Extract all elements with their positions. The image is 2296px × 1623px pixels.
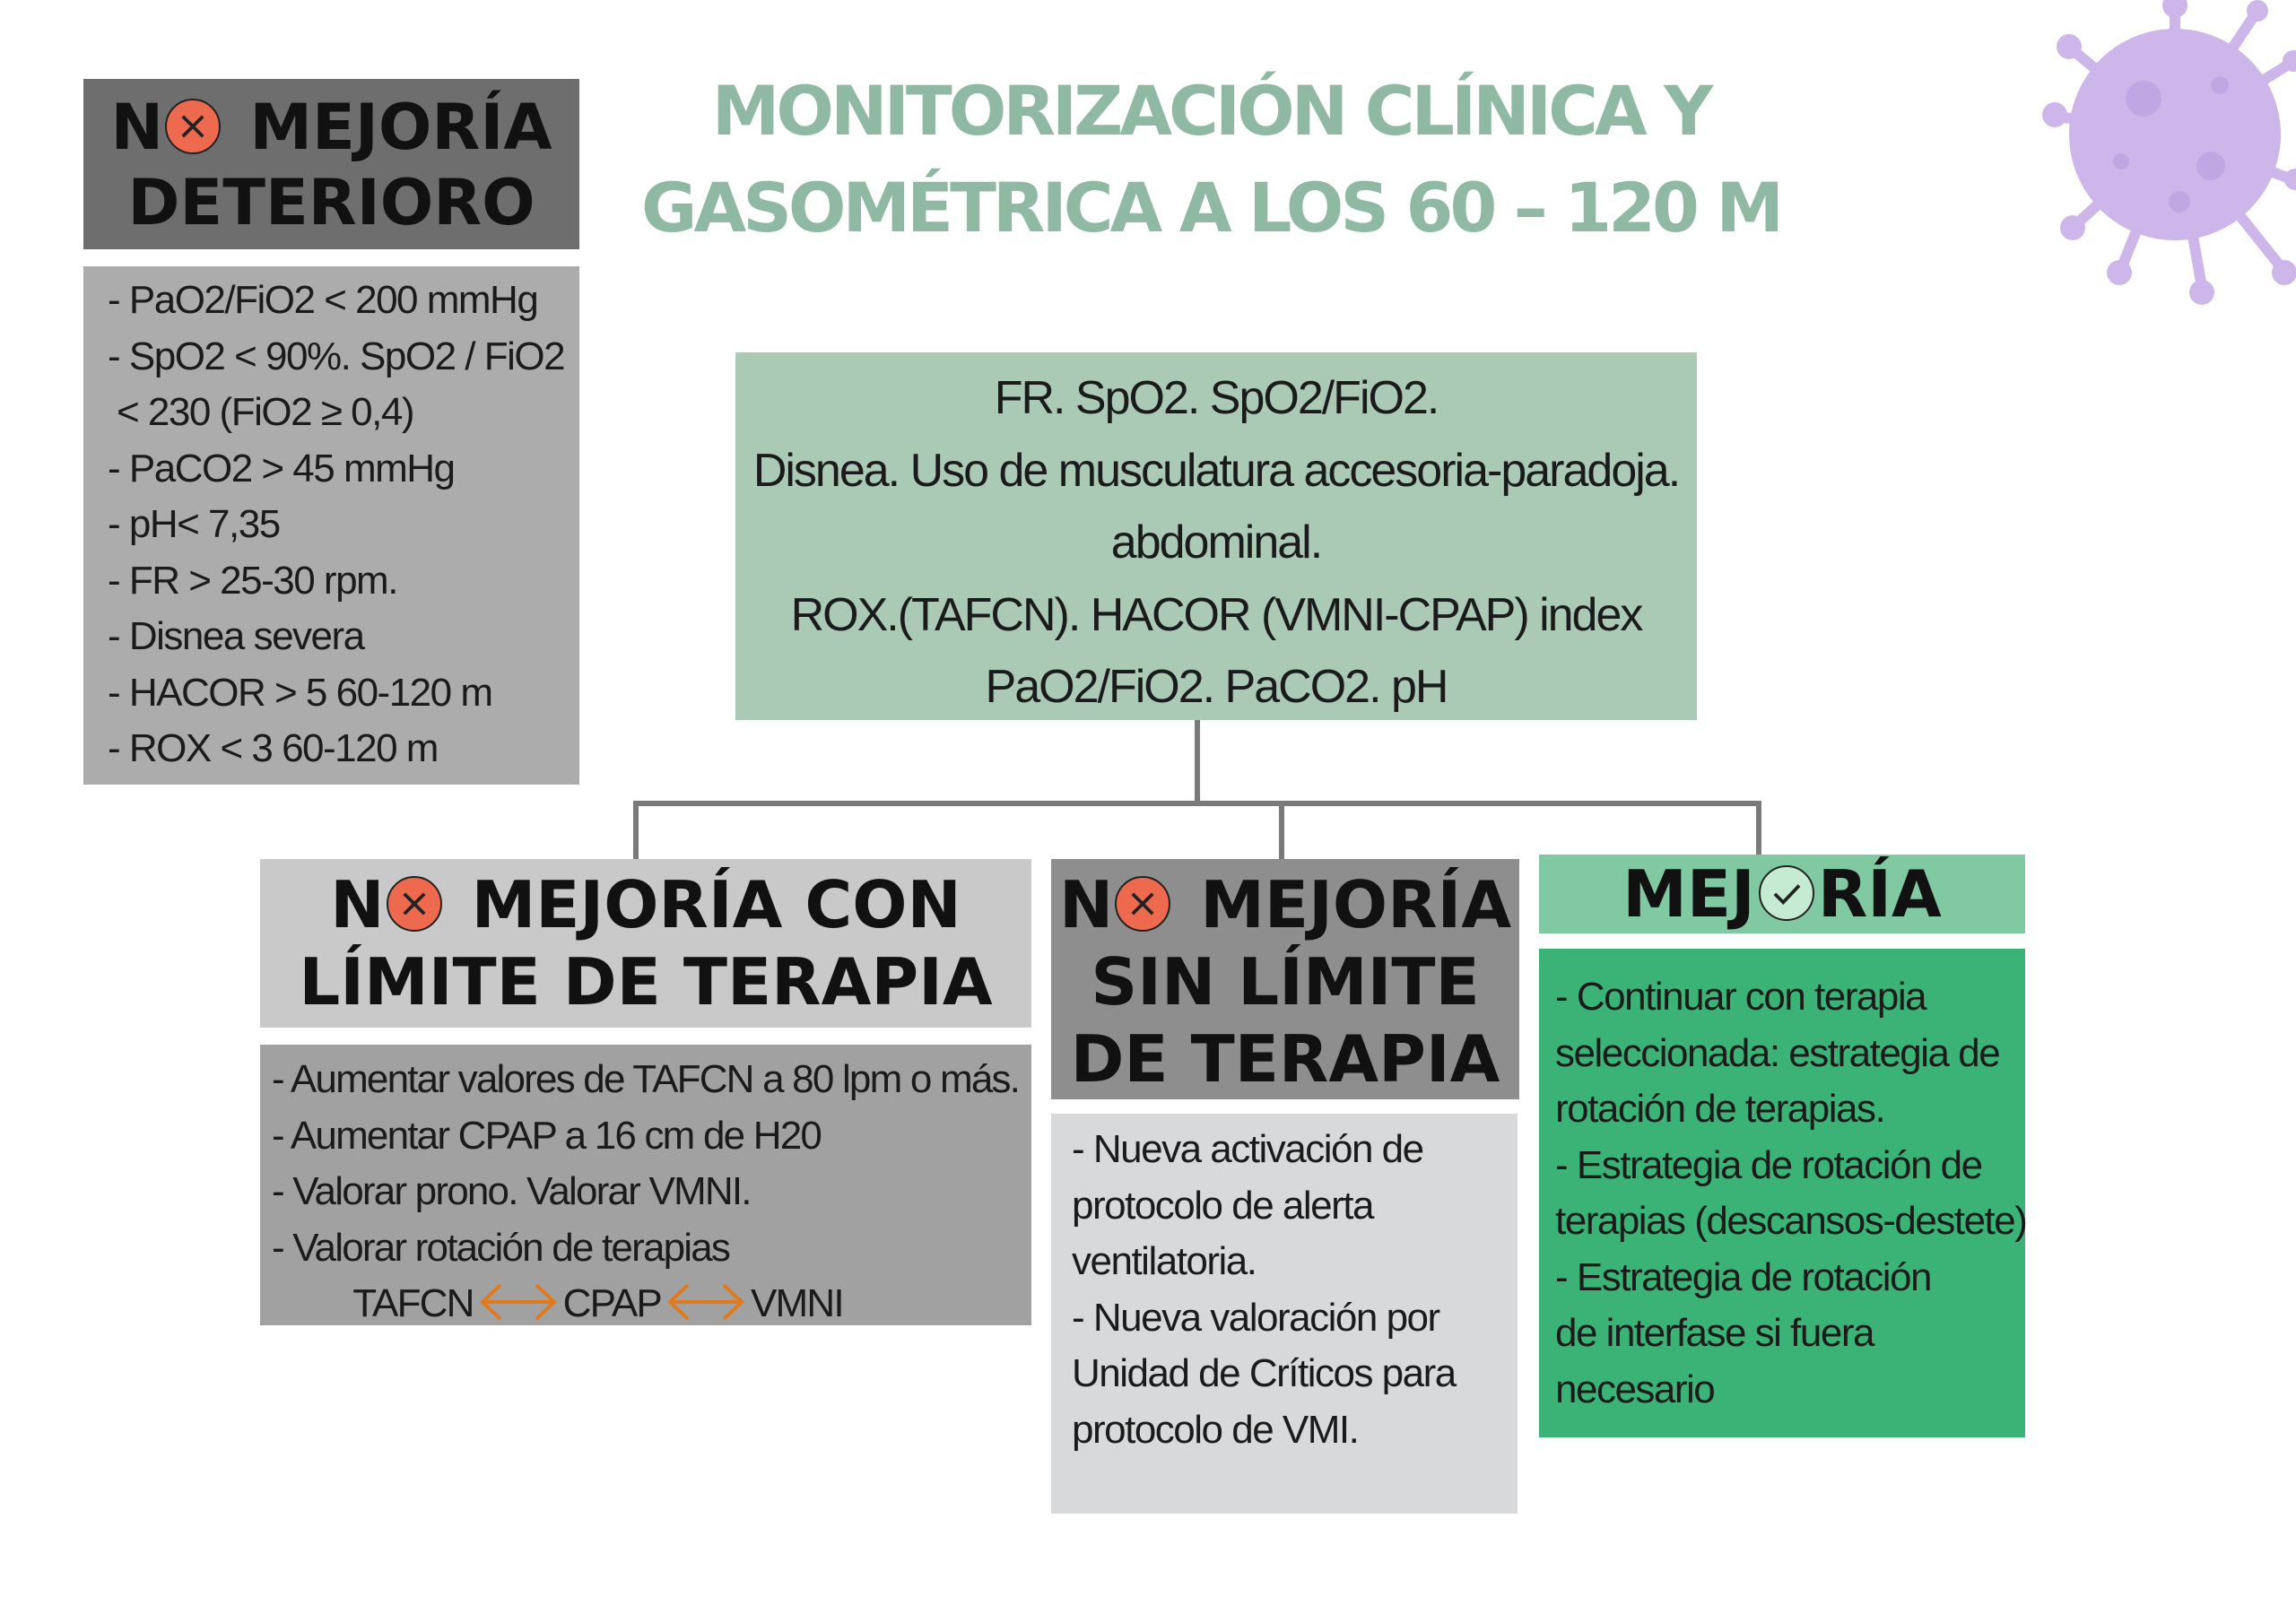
- limite-terapia-actions: [260, 1045, 1031, 1325]
- deterioro-header-line2: DETERIORO: [127, 166, 535, 239]
- limite-header-text: MEJORÍA CON: [448, 867, 961, 942]
- list-item: Unidad de Críticos para: [1072, 1351, 1456, 1395]
- rotation-vmni: VMNI: [750, 1281, 843, 1325]
- list-item: ventilatoria.: [1072, 1239, 1257, 1283]
- therapy-rotation: [272, 1276, 1031, 1332]
- double-arrow-icon: [477, 1280, 560, 1324]
- mejoria-header-post: RÍA: [1817, 856, 1942, 932]
- title-line-2: GASOMÉTRICA A LOS 60 – 120 M: [641, 168, 1780, 247]
- limite-header-line2: LÍMITE DE TERAPIA: [299, 944, 993, 1020]
- list-item: - Estrategia de rotación: [1555, 1254, 1931, 1299]
- deterioro-criteria-list: [83, 266, 579, 785]
- sin-limite-actions: [1051, 1114, 1518, 1514]
- list-item: rotación de terapias.: [1555, 1087, 1885, 1131]
- monitoring-line: PaO2/FiO2. PaCO2. pH: [985, 661, 1448, 713]
- list-item: - PaO2/FiO2 < 200 mmHg: [108, 278, 538, 322]
- list-item: < 230 (FiO2 ≥ 0,4): [117, 390, 413, 434]
- title-line-1: MONITORIZACIÓN CLÍNICA Y: [711, 71, 1710, 151]
- monitoring-parameters-box: [735, 352, 1697, 720]
- list-item: - Disnea severa: [108, 614, 364, 658]
- monitoring-line: ROX.(TAFCN). HACOR (VMNI-CPAP) index: [790, 588, 1642, 641]
- list-item: - Aumentar CPAP a 16 cm de H20: [272, 1113, 822, 1158]
- list-item: - Continuar con terapia: [1555, 975, 1926, 1019]
- list-item: - HACOR > 5 60-120 m: [108, 670, 492, 715]
- sin-limite-header-n: N: [1058, 867, 1114, 942]
- list-item: - SpO2 < 90%. SpO2 / FiO2: [108, 334, 565, 378]
- virus-icon: [2022, 0, 2296, 309]
- list-item: - Aumentar valores de TAFCN a 80 lpm o más.: [272, 1057, 1020, 1101]
- monitoring-line: Disnea. Uso de musculatura accesoria-paradoja.: [752, 444, 1680, 497]
- sin-limite-header-text: MEJORÍA: [1178, 867, 1512, 942]
- sin-limite-header: [1051, 859, 1519, 1099]
- list-item: protocolo de VMI.: [1072, 1407, 1359, 1452]
- deterioro-header-text: MEJORÍA: [228, 91, 552, 164]
- list-item: de interfase si fuera: [1555, 1311, 1874, 1355]
- double-arrow-icon: [665, 1280, 747, 1324]
- x-circle-icon: [1115, 876, 1170, 932]
- list-item: - PaCO2 > 45 mmHg: [108, 446, 455, 490]
- mejoria-header: [1539, 855, 2025, 933]
- page-title: [628, 63, 1794, 256]
- rotation-cpap: CPAP: [562, 1281, 661, 1325]
- monitoring-line: FR. SpO2. SpO2/FiO2.: [994, 372, 1439, 424]
- list-item: necesario: [1555, 1367, 1715, 1411]
- list-item: protocolo de alerta: [1072, 1183, 1373, 1228]
- list-item: - Valorar rotación de terapias: [272, 1225, 730, 1270]
- x-circle-icon: [387, 876, 442, 932]
- mejoria-header-pre: MEJ: [1622, 856, 1755, 932]
- mejoria-actions: [1539, 949, 2025, 1437]
- deterioro-header-n: N: [110, 91, 164, 164]
- monitoring-line: abdominal.: [1110, 516, 1322, 568]
- list-item: - pH< 7,35: [108, 502, 280, 546]
- list-item: - Nueva activación de: [1072, 1127, 1423, 1171]
- rotation-tafcn: TAFCN: [352, 1281, 474, 1325]
- check-circle-icon: [1759, 865, 1814, 921]
- sin-limite-header-line3: DE TERAPIA: [1070, 1021, 1500, 1097]
- x-circle-icon: [165, 99, 221, 154]
- list-item: - FR > 25-30 rpm.: [108, 558, 397, 603]
- list-item: seleccionada: estrategia de: [1555, 1030, 2000, 1075]
- list-item: terapias (descansos-destete): [1555, 1199, 2027, 1243]
- limite-header-n: N: [330, 867, 385, 942]
- sin-limite-header-line2: SIN LÍMITE: [1091, 944, 1480, 1020]
- list-item: - Valorar prono. Valorar VMNI.: [272, 1169, 751, 1213]
- limite-terapia-header: [260, 859, 1031, 1028]
- list-item: - Estrategia de rotación de: [1555, 1142, 1982, 1187]
- list-item: - ROX < 3 60-120 m: [108, 726, 438, 770]
- list-item: - Nueva valoración por: [1072, 1295, 1439, 1340]
- deterioro-header: [83, 79, 579, 249]
